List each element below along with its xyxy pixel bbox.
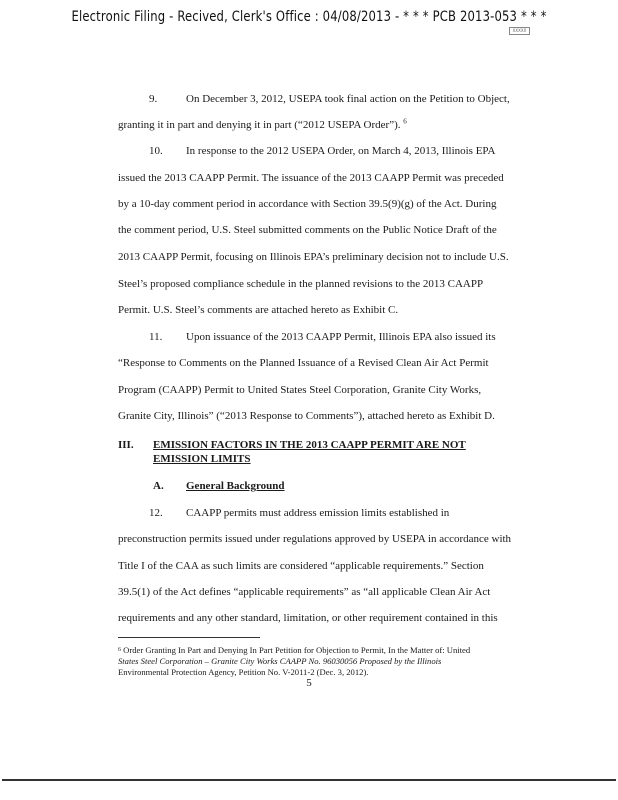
paragraph-11-line-2: “Response to Comments on the Planned Issuance of a Revised Clean Air Act Permit	[118, 357, 489, 369]
footnote-line-1	[118, 645, 470, 655]
paragraph-9-line-1: On December 3, 2012, USEPA took final action on the Petition to Object,	[186, 93, 510, 105]
paragraph-11-line-1: Upon issuance of the 2013 CAAPP Permit, Illinois EPA also issued its	[186, 331, 496, 343]
paragraph-12-number: 12.	[149, 507, 163, 519]
paragraph-12-line-1: CAAPP permits must address emission limits established in	[186, 507, 450, 519]
paragraph-11-line-4: Granite City, Illinois” (“2013 Response to Comments”), attached hereto as Exhibit D.	[118, 410, 495, 422]
paragraph-12-line-2: preconstruction permits issued under regulations approved by USEPA in accordance with	[118, 533, 512, 545]
paragraph-10-line-7: Permit. U.S. Steel’s comments are attached hereto as Exhibit C.	[118, 304, 399, 316]
footnote-line-1-text: Order Granting In Part and Denying In Part Petition for Objection to Permit, In the Matter of: United	[123, 645, 471, 655]
subsection-a-title: General Background	[186, 480, 285, 492]
paragraph-10-line-6: Steel’s proposed compliance schedule in the planned revisions to the 2013 CAAPP	[118, 278, 484, 290]
paragraph-9-line-2	[118, 119, 407, 132]
page-number: 5	[306, 677, 312, 689]
paragraph-10-number: 10.	[149, 145, 163, 157]
paragraph-12-line-5: requirements and any other standard, limitation, or other requirement contained in this	[118, 612, 498, 624]
small-stamp: XXXXX	[509, 27, 530, 35]
paragraph-11-number: 11.	[149, 331, 163, 343]
paragraph-12-line-3: Title I of the CAA as such limits are considered “applicable requirements.” Section	[118, 560, 484, 572]
footnote-line-3: Environmental Protection Agency, Petition No. V-2011-2 (Dec. 3, 2012).	[118, 667, 369, 677]
section-3-title-line-1: EMISSION FACTORS IN THE 2013 CAAPP PERMIT ARE NOT	[153, 439, 466, 451]
paragraph-9-line-2-text: granting it in part and denying it in part (“2012 USEPA Order”).	[118, 119, 401, 131]
paragraph-10-line-5: 2013 CAAPP Permit, focusing on Illinois EPA’s preliminary decision not to include U.S.	[118, 251, 509, 263]
footnote-ref-6: 6	[403, 117, 407, 126]
paragraph-10-line-2: issued the 2013 CAAPP Permit. The issuance of the 2013 CAAPP Permit was preceded	[118, 172, 504, 184]
section-3-title-line-2: EMISSION LIMITS	[153, 453, 251, 465]
section-3-number: III.	[118, 439, 134, 451]
filing-stamp-header: Electronic Filing - Recived, Clerk's Office : 04/08/2013 - * * * PCB 2013-053 * * *	[71, 9, 547, 25]
paragraph-10-line-1: In response to the 2012 USEPA Order, on March 4, 2013, Illinois EPA	[186, 145, 496, 157]
footnote-separator	[118, 637, 260, 638]
bottom-border-line	[2, 779, 616, 781]
paragraph-12-line-4: 39.5(1) of the Act defines “applicable requirements” as “all applicable Clean Air Act	[118, 586, 491, 598]
paragraph-11-line-3: Program (CAAPP) Permit to United States Steel Corporation, Granite City Works,	[118, 384, 482, 396]
paragraph-10-line-4: the comment period, U.S. Steel submitted comments on the Public Notice Draft of the	[118, 224, 497, 236]
footnote-mark: 6	[118, 647, 121, 653]
paragraph-9-number: 9.	[149, 93, 158, 105]
footnote-line-2: States Steel Corporation – Granite City Works CAAPP No. 96030056 Proposed by the Illinois	[118, 656, 442, 666]
subsection-a-letter: A.	[153, 480, 164, 492]
paragraph-10-line-3: by a 10-day comment period in accordance with Section 39.5(9)(g) of the Act. During	[118, 198, 497, 210]
